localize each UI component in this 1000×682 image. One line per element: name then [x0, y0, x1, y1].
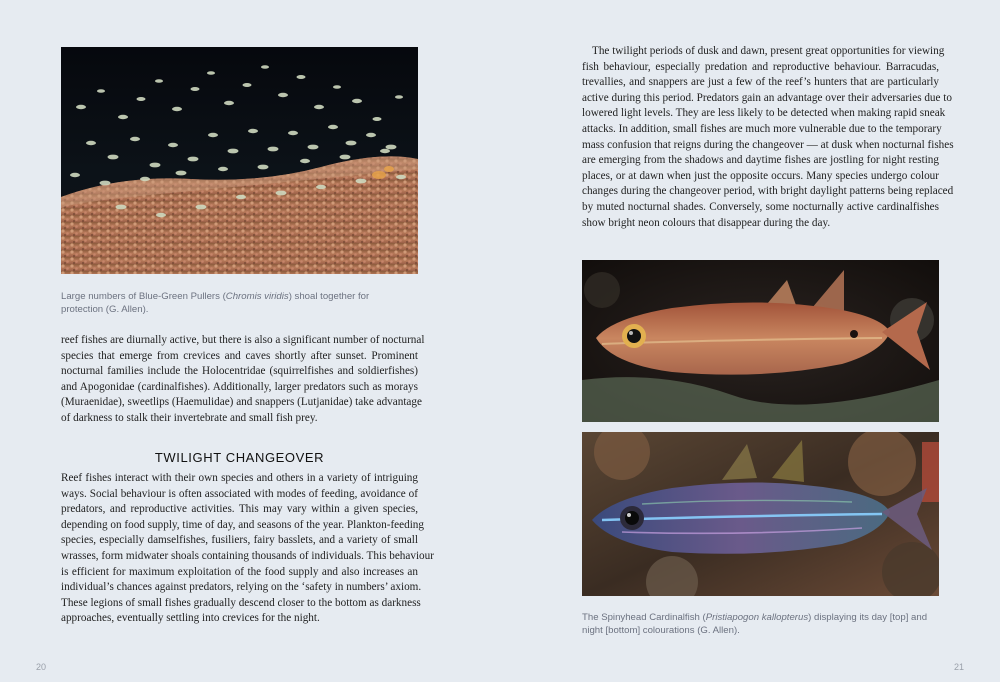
caption-text: ) shoal together for protection (G. Allen).	[61, 291, 370, 315]
left-photo-caption	[61, 290, 391, 316]
cardinalfish-day-photo	[582, 260, 939, 422]
text-line: changes during the changeover period, with bright daylight patterns being replaced	[582, 185, 954, 198]
text-line: by muted nocturnal shades. Conversely, some nocturnally active cardinalfishes	[582, 200, 939, 213]
text-line: trevallies, and snappers are just a few of the reef’s hunters that are particularly	[582, 76, 939, 89]
page-number-right: 21	[953, 662, 964, 672]
text-line: are emerging from the shadows and daytime fishes are jostling for night resting	[582, 154, 939, 167]
school-of-fish-photo-icon	[61, 47, 418, 274]
text-line: Reef fishes interact with their own species and others in a variety of intriguing	[61, 472, 418, 484]
text-line: show bright neon colours that disappear during the day.	[582, 216, 831, 229]
text-line: ways. Social behaviour is often associated with modes of feeding, avoidance of	[61, 487, 418, 500]
text-line: individual’s chances against predators, relying on the ‘safety in numbers’ axiom.	[61, 581, 422, 594]
text-line: reef fishes are diurnally active, but there is also a significant number of nocturnal	[61, 334, 425, 346]
caption-text: ) displaying its day [top] and night [bottom] colourations (G. Allen).	[582, 612, 928, 636]
cardinalfish-photo-icon	[582, 432, 939, 596]
text-line: species, especially damselfishes, fusiliers, fairy basslets, and a variety of small	[61, 534, 418, 547]
text-line: wrasses, form midwater shoals containing thousands of individuals. This behaviour	[61, 549, 434, 562]
text-line: attacks. In addition, small fishes are much more vulnerable due to the temporary	[582, 122, 942, 135]
right-photo-caption	[582, 611, 942, 637]
text-line: lowered light levels. They are less likely to be detected when making rapid sneak	[582, 107, 946, 120]
left-paragraph-2	[61, 471, 434, 627]
text-line: These legions of small fishes gradually descend closer to the bottom as darkness	[61, 596, 421, 609]
text-line: approaches, eventually settling into crevices for the night.	[61, 612, 320, 625]
section-heading: TWILIGHT CHANGEOVER	[154, 450, 325, 465]
text-line: nocturnal families include the Holocentridae (squirrelfishes and soldierfishes)	[61, 365, 418, 378]
text-line: depending on food supply, time of day, and seasons of the year. Plankton-feeding	[61, 518, 424, 531]
text-line: is efficient for maximum exploitation of the food supply and also increases an	[61, 565, 418, 578]
cardinalfish-night-photo	[582, 432, 939, 596]
page-number-left: 20	[36, 662, 47, 672]
text-line: mass confusion that reigns during the changeover — at dusk when nocturnal fishes	[582, 138, 954, 151]
blue-green-pullers-photo	[61, 47, 418, 274]
right-paragraph-1	[582, 44, 954, 231]
cardinalfish-photo-icon	[582, 260, 939, 422]
text-line: (Muraenidae), sweetlips (Haemulidae) and snappers (Lutjanidae) take advantage	[61, 396, 422, 409]
text-line: species that emerge from crevices and caves shortly after sunset. Prominent	[61, 349, 418, 362]
text-line: of darkness to stalk their invertebrate and small fish prey.	[61, 411, 318, 424]
text-line: fish behaviour, especially predation and reproductive behaviour. Barracudas,	[582, 60, 939, 73]
text-line: predators, and reproductive activities. This may vary within a given species,	[61, 503, 418, 516]
caption-text: Large numbers of Blue-Green Pullers (	[61, 291, 226, 302]
caption-species-name: Pristiapogon kallopterus	[705, 612, 809, 623]
caption-text: The Spinyhead Cardinalfish (	[582, 612, 706, 623]
text-line: The twilight periods of dusk and dawn, present great opportunities for viewing	[592, 45, 945, 57]
text-line: active during this period. Predators gain an advantage over their adversaries due to	[582, 91, 952, 104]
left-paragraph-1	[61, 333, 425, 427]
text-line: places, or at dawn when just the opposite occurs. Many species undergo colour	[582, 169, 939, 182]
caption-species-name: Chromis viridis	[225, 291, 289, 302]
text-line: and Apogonidae (cardinalfishes). Additionally, larger predators such as morays	[61, 380, 418, 393]
